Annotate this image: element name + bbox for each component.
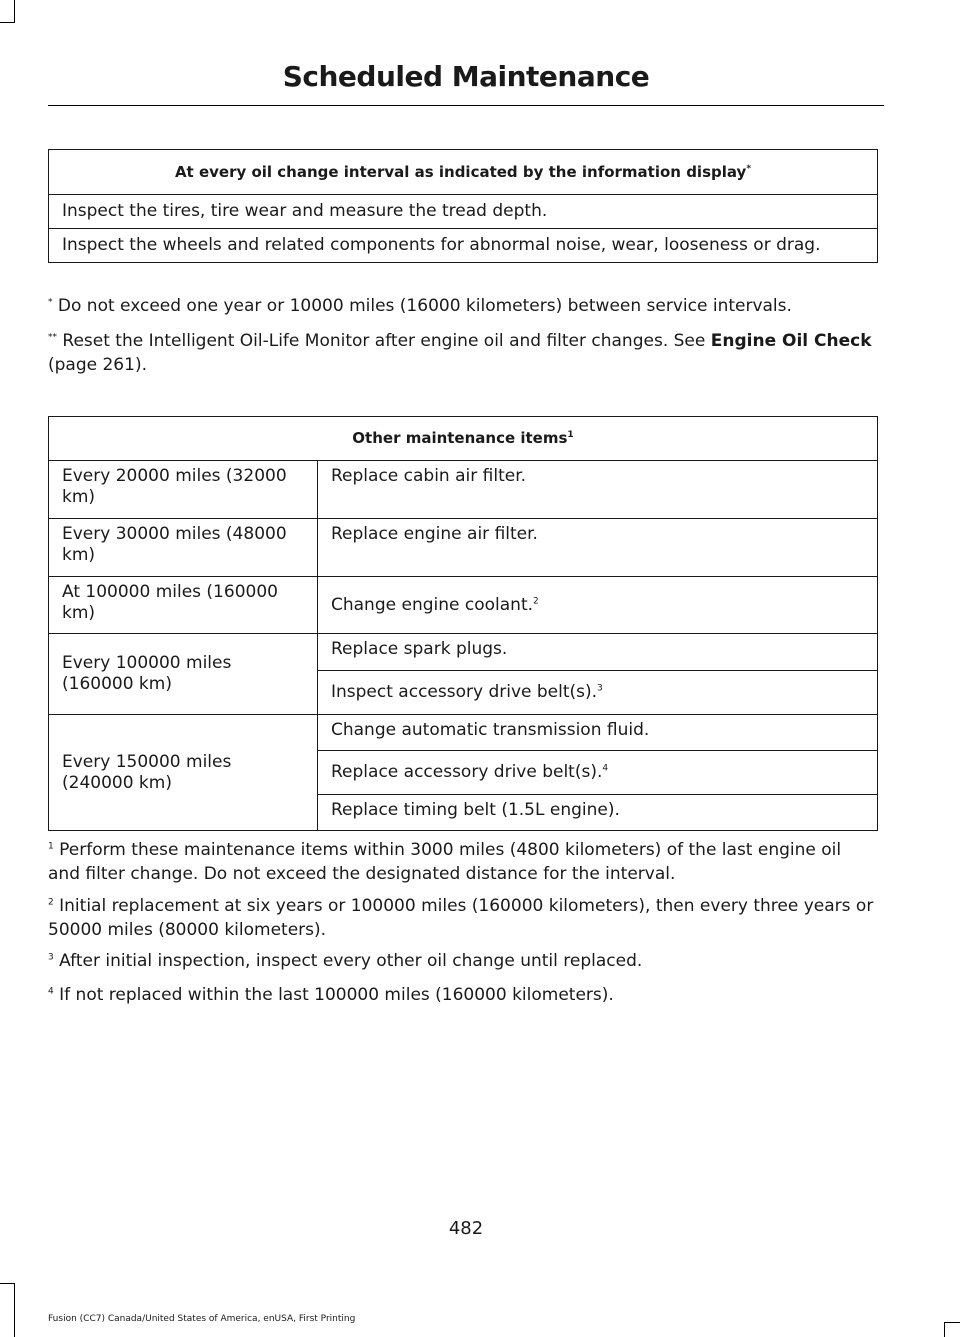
item-cell: Inspect accessory drive belt(s).$^3$ (318, 671, 878, 715)
item-cell: Replace spark plugs. (318, 634, 878, 671)
interval-cell: At 100000 miles (160000 km) (49, 577, 318, 634)
crop-mark-bottom-left-h (0, 1283, 15, 1284)
heading-footnote-mark: * (746, 163, 752, 174)
footer-text: Fusion (CC7) Canada/United States of America, enUSA, First Printing (48, 1314, 356, 1324)
footnote-1: $^1$ Perform these maintenance items within 3000 miles (4800 kilometers) of the last engine oil and filter change. Do not exceed the designated distance for the interval. (48, 840, 842, 884)
table-row: Inspect the wheels and related components for abnormal noise, wear, looseness or drag. (49, 229, 878, 263)
heading-footnote-mark: 1 (567, 430, 574, 440)
item-cell: Replace engine air filter. (318, 519, 878, 577)
footnote-double-star: ** Reset the Intelligent Oil-Life Monitor after engine oil and filter changes. See Engine Oil Check (page 261). (48, 331, 872, 375)
interval-cell: Every 20000 miles (32000 km) (49, 461, 318, 519)
footnote-3: $^3$ After initial inspection, inspect every other oil change until replaced. (48, 951, 643, 971)
table-row: Inspect the tires, tire wear and measure the tread depth. (49, 195, 878, 229)
crop-mark-top-left-h (0, 22, 15, 23)
other-maintenance-table (48, 416, 878, 831)
footnote-4: $^4$ If not replaced within the last 100000 miles (160000 kilometers). (48, 985, 614, 1005)
interval-cell: Every 150000 miles (240000 km) (49, 715, 318, 831)
crop-mark-bottom-right-h (944, 1322, 960, 1323)
page-number: 482 (448, 1218, 484, 1239)
item-cell: Change engine coolant.$^2$ (318, 577, 878, 634)
other-maintenance-heading: Other maintenance items$^1$ (49, 417, 878, 461)
item-cell: Replace timing belt (1.5L engine). (318, 795, 878, 831)
interval-cell: Every 100000 miles (160000 km) (49, 634, 318, 715)
page-title: Scheduled Maintenance (282, 60, 650, 93)
footnote-star: * Do not exceed one year or 10000 miles (16000 kilometers) between service intervals. (48, 296, 792, 316)
footnote-2: $^2$ Initial replacement at six years or 100000 miles (160000 kilometers), then every three years or 50000 miles (80000 kilometers). (48, 896, 874, 940)
oil-change-table (48, 149, 878, 263)
crop-mark-top-left-v (14, 0, 15, 22)
crop-mark-bottom-right-v (944, 1322, 945, 1337)
title-rule (48, 105, 884, 106)
interval-cell: Every 30000 miles (48000 km) (49, 519, 318, 577)
engine-oil-check-link[interactable]: Engine Oil Check (710, 331, 872, 351)
item-cell: Replace cabin air filter. (318, 461, 878, 519)
item-cell: Change automatic transmission fluid. (318, 715, 878, 751)
crop-mark-bottom-left-v (14, 1283, 15, 1337)
oil-change-table-heading: At every oil change interval as indicated by the information display* (49, 150, 878, 195)
item-cell: Replace accessory drive belt(s).$^4$ (318, 751, 878, 795)
